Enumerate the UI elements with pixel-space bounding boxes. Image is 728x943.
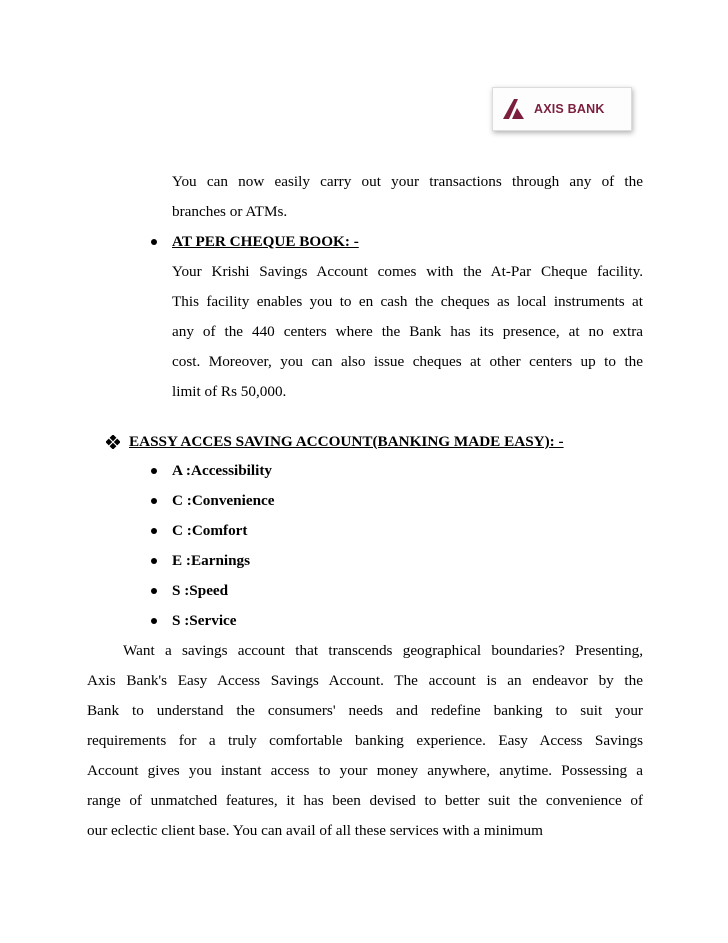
bullet-icon — [151, 468, 157, 474]
paragraph-line: range of unmatched features, it has been devised to better suit the convenience of — [87, 792, 643, 809]
logo-text: AXIS BANK — [534, 102, 605, 116]
bullet-icon — [151, 239, 157, 245]
bullet-icon — [151, 618, 157, 624]
bullet-icon — [151, 498, 157, 504]
body-line: Your Krishi Savings Account comes with the At-Par Cheque facility. — [172, 263, 643, 280]
axis-bank-logo — [492, 87, 632, 131]
list-item: C :Convenience — [172, 492, 275, 509]
list-item: S :Service — [172, 612, 237, 629]
easy-access-heading: EASSY ACCES SAVING ACCOUNT(BANKING MADE EASY): - — [129, 433, 564, 450]
intro-line: You can now easily carry out your transactions through any of the — [172, 173, 643, 190]
diamond-bullet-icon — [106, 435, 120, 449]
body-line: limit of Rs 50,000. — [172, 383, 287, 400]
paragraph-line: Account gives you instant access to your money anywhere, anytime. Possessing a — [87, 762, 643, 779]
paragraph-line: our eclectic client base. You can avail of all these services with a minimum — [87, 822, 543, 839]
list-item: E :Earnings — [172, 552, 251, 569]
body-line: This facility enables you to en cash the cheques as local instruments at — [172, 293, 643, 310]
list-item: C :Comfort — [172, 522, 248, 539]
bullet-icon — [151, 528, 157, 534]
paragraph-line: requirements for a truly comfortable banking experience. Easy Access Savings — [87, 732, 643, 749]
body-line: any of the 440 centers where the Bank has its presence, at no extra — [172, 323, 643, 340]
paragraph-line: Want a savings account that transcends geographical boundaries? Presenting, — [123, 642, 643, 659]
body-line: cost. Moreover, you can also issue cheques at other centers up to the — [172, 353, 643, 370]
list-item: A :Accessibility — [172, 462, 272, 479]
paragraph-line: Bank to understand the consumers' needs and redefine banking to suit your — [87, 702, 643, 719]
paragraph-line: Axis Bank's Easy Access Savings Account. The account is an endeavor by the — [87, 672, 643, 689]
intro-line: branches or ATMs. — [172, 203, 288, 220]
bullet-icon — [151, 588, 157, 594]
bullet-icon — [151, 558, 157, 564]
axis-bank-logo-icon — [503, 99, 529, 119]
list-item: S :Speed — [172, 582, 229, 599]
cheque-book-heading: AT PER CHEQUE BOOK: - — [172, 233, 359, 250]
